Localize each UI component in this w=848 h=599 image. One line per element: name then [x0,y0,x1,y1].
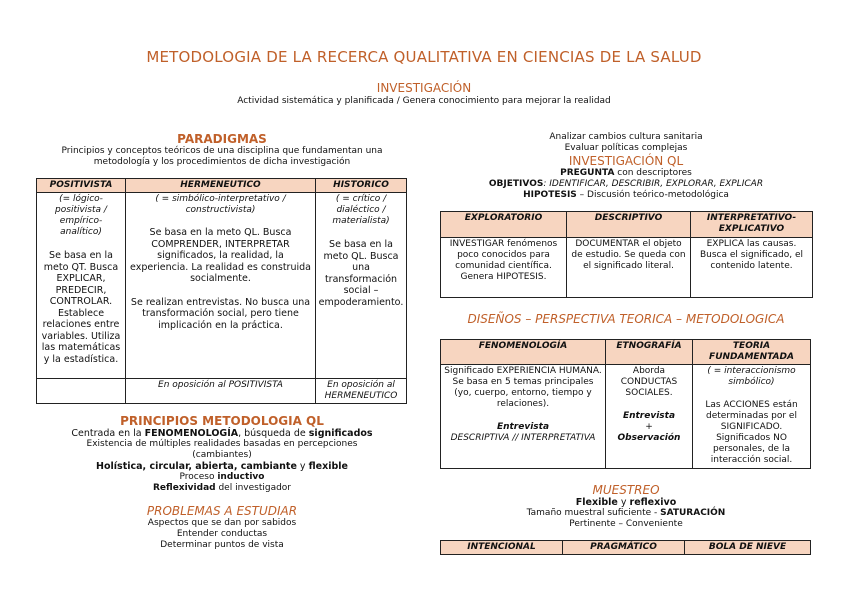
investigacion-subtitle: Actividad sistemática y planificada / Genera conocimiento para mejorar la realidad [237,96,611,106]
fenomenologia-entrevista: Entrevista [496,422,550,432]
problemas-item: Aspectos que se dan por sabidos [147,518,297,528]
right-top-line-2: Evaluar políticas complejas [564,143,688,153]
diseno-header-teoria: TEORIA FUNDAMENTADA [693,340,811,365]
diseno-header-etnografia: ETNOGRAFÍA [606,340,693,365]
hermeneutico-body-1: Se basa en la meto QL. Busca COMPRENDER, INTERPRETAR significados, la realidad, la experiencia. La realidad es construida socialmente. [130,227,311,284]
problemas-item: Entender conductas [176,529,268,539]
hermeneutico-footer: En oposición al POSITIVISTA [126,379,316,404]
principios-line-3: (cambiantes) [192,450,252,460]
muestreo-header-pragmatico: PRAGMÁTICO [563,541,685,555]
page-title: METODOLOGIA DE LA RECERCA QUALITATIVA EN CIENCIAS DE LA SALUD [146,48,702,66]
interpretativo-cell: EXPLICA las causas. Busca el significado, el contenido latente. [691,238,813,298]
disenos-table [440,339,811,469]
principios-line-6: Reflexividad del investigador [152,483,291,493]
positivista-body: Se basa en la meto QT. Busca EXPLICAR, PREDECIR, CONTROLAR. Establece relaciones entre variables. Utiliza las matemáticas y la estadística. [41,250,121,365]
teoria-paren: ( = interaccionismo simbólico) [707,366,796,387]
muestreo-table [440,540,811,555]
etnografia-plus: + [645,422,653,432]
positivista-footer [37,379,126,404]
muestreo-line-2: Tamaño muestral suficiente - SATURACIÓN [526,508,726,518]
paradigma-header-hermeneutico: HERMENEUTICO [126,179,316,193]
hermeneutico-body-2: Se realizan entrevistas. No busca una transformación social, pero tiene implicación en la práctica. [130,296,311,331]
tipo-header-interpretativo: INTERPRETATIVO-EXPLICATIVO [691,212,813,238]
investigacion-ql-title: INVESTIGACIÓN QL [568,154,684,168]
historico-cell [316,193,407,379]
historico-footer: En oposición al HERMENEUTICO [316,379,407,404]
paradigma-header-historico: HISTORICO [316,179,407,193]
muestreo-line-3: Pertinente – Conveniente [569,519,683,529]
right-column [440,132,812,555]
paradigmas-section [36,132,408,551]
principios-line-5: Proceso inductivo [179,472,265,482]
muestreo-line-1: Flexible y reflexivo [575,497,677,508]
historico-body: Se basa en la meto QL. Busca una transformación social – empoderamiento. [318,239,404,308]
etnografia-entrevista: Entrevista [622,411,676,421]
paradigmas-table [36,178,407,404]
teoria-body: Las ACCIONES están determinadas por el SIGNIFICADO. Significados NO personales, de la interacción social. [705,400,798,465]
muestreo-title: MUESTREO [592,483,660,497]
descriptivo-cell: DOCUMENTAR el objeto de estudio. Se queda con el significado literal. [567,238,691,298]
right-top-line-1: Analizar cambios cultura sanitaria [549,132,703,142]
principios-line-4: Holística, circular, abierta, cambiante y flexible [96,461,348,472]
diseno-header-fenomenologia: FENOMENOLOGÍA [441,340,606,365]
etnografia-observacion: Observación [617,433,681,443]
hermeneutico-cell [126,193,316,379]
principios-line-1: Centrada en la FENOMENOLOGÍA, búsqueda de significados [71,428,373,439]
positivista-paren: (= lógico-positivista / empírico-analítico) [55,194,107,237]
investigacion-title: INVESTIGACIÓN [376,81,472,95]
disenos-title: DISEÑOS – PERSPECTIVA TEORICA – METODOLOGICA [467,312,785,326]
principios-line-2: Existencia de múltiples realidades basadas en percepciones [86,439,358,449]
paradigmas-title: PARADIGMAS [177,132,267,146]
paradigma-header-positivista: POSITIVISTA [37,179,126,193]
fenomenologia-cell [441,365,606,469]
hipotesis-line: HIPOTESIS – Discusión teórico-metodológica [523,190,729,200]
problemas-item: Determinar puntos de vista [160,540,284,550]
hermeneutico-paren: ( = simbólico-interpretativo / constructivista) [155,194,286,215]
objetivos-line: OBJETIVOS: IDENTIFICAR, DESCRIBIR, EXPLORAR, EXPLICAR [488,179,764,189]
tipos-table [440,211,813,298]
exploratorio-cell: INVESTIGAR fenómenos poco conocidos para comunidad científica. Genera HIPOTESIS. [441,238,567,298]
pregunta-line: PREGUNTA con descriptores [560,168,692,178]
principios-title: PRINCIPIOS METODOLOGIA QL [120,414,324,428]
muestreo-header-intencional: INTENCIONAL [441,541,563,555]
historico-paren: ( = crítico / dialéctico / materialista) [332,194,390,226]
tipo-header-descriptivo: DESCRIPTIVO [567,212,691,238]
problemas-title: PROBLEMAS A ESTUDIAR [146,504,298,518]
teoria-cell [693,365,811,469]
etnografia-cell [606,365,693,469]
paradigmas-desc-1: Principios y conceptos teóricos de una disciplina que fundamentan una [61,146,383,156]
fenomenologia-body: Significado EXPERIENCIA HUMANA. Se basa en 5 temas principales (yo, cuerpo, entorno, tiempo y relaciones). [444,366,602,409]
etnografia-body: Aborda CONDUCTAS SOCIALES. [620,366,678,398]
muestreo-header-bola-de-nieve: BOLA DE NIEVE [685,541,811,555]
positivista-cell [37,193,126,379]
fenomenologia-tipo: DESCRIPTIVA // INTERPRETATIVA [450,433,596,443]
paradigmas-desc-2: metodología y los procedimientos de dicha investigación [93,157,351,167]
tipo-header-exploratorio: EXPLORATORIO [441,212,567,238]
